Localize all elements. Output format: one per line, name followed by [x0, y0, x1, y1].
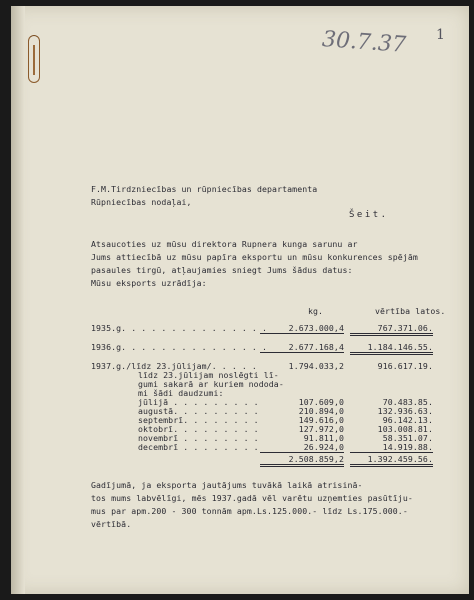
- total-value: 1.392.459.56.: [350, 454, 433, 467]
- table-note-line: gumi sakarā ar kuriem nododa-: [138, 379, 284, 389]
- address-line-1: F.M.Tirdzniecības un rūpniecības departamenta: [91, 184, 318, 194]
- table-note-line: mi šādi daudzumi:: [138, 388, 224, 398]
- intro-line-1: Atsaucoties uz mūsu direktora Rupnera kunga sarunu ar: [91, 239, 358, 249]
- month-label: septembrī. . . . . . . .: [138, 415, 259, 425]
- table-row-value: 916.617.19.: [377, 361, 433, 371]
- month-label: augustā. . . . . . . . .: [138, 406, 259, 416]
- month-label: decembrī . . . . . . . .: [138, 442, 259, 452]
- month-value: 70.483.85.: [382, 397, 433, 407]
- month-label: oktobrī. . . . . . . . .: [138, 424, 259, 434]
- month-value: 103.008.81.: [377, 424, 433, 434]
- table-row-kg: 2.673.000,4: [260, 323, 344, 334]
- page-edge-shadow: [11, 6, 25, 594]
- table-note-line: līdz 23.jūlijam noslēgti lī-: [138, 370, 279, 380]
- month-label: novembrī . . . . . . . .: [138, 433, 259, 443]
- paper-clip-wire: [33, 45, 35, 75]
- table-row-label: 1937.g./līdz 23.jūlijam/. . . . .: [91, 361, 257, 371]
- address-line-2: Rūpniecības nodaļai,: [91, 197, 192, 207]
- handwritten-date: 30.7.37: [321, 27, 407, 58]
- page-number: 1: [436, 27, 445, 43]
- month-value: 58.351.07.: [382, 433, 433, 443]
- table-row-value: 767.371.06.: [350, 323, 433, 336]
- table-row-kg: 2.677.168,4: [260, 342, 344, 353]
- month-value: 96.142.13.: [382, 415, 433, 425]
- table-row-label: 1935.g. . . . . . . . . . . . . . .: [91, 323, 268, 333]
- intro-line-2: Jums attiecībā uz mūsu papīra eksportu un mūsu konkurences spējām: [91, 252, 418, 262]
- total-kg: 2.508.859,2: [260, 454, 344, 467]
- intro-line-4: Mūsu eksports uzrādīja:: [91, 278, 207, 288]
- closing-line-1: Gadījumā, ja eksporta jautājums tuvākā laikā atrisinā-: [91, 480, 363, 490]
- month-value: 132.936.63.: [377, 406, 433, 416]
- month-kg: 91.811,0: [303, 433, 344, 443]
- month-value: 14.919.88.: [350, 442, 433, 453]
- location-text: Šeit.: [349, 210, 389, 220]
- intro-line-3: pasaules tirgū, atļaujamies sniegt Jums šādus datus:: [91, 265, 353, 275]
- table-row-label: 1936.g. . . . . . . . . . . . . . .: [91, 342, 268, 352]
- table-row-value: 1.184.146.55.: [350, 342, 433, 355]
- month-kg: 107.609,0: [298, 397, 344, 407]
- column-header-kg: kg.: [308, 306, 324, 316]
- month-kg: 149.616,0: [298, 415, 344, 425]
- closing-line-4: vērtībā.: [91, 519, 132, 529]
- closing-line-3: mus par apm.200 - 300 tonnām apm.Ls.125.000.- līdz Ls.175.000.-: [91, 506, 408, 516]
- month-kg: 210.894,0: [298, 406, 344, 416]
- closing-line-2: tos mums labvēlīgi, mēs 1937.gadā vēl varētu uzņemties pasūtīju-: [91, 493, 413, 503]
- month-kg: 127.972,0: [298, 424, 344, 434]
- month-label: jūlijā . . . . . . . . .: [138, 397, 259, 407]
- month-kg: 26.924,0: [260, 442, 344, 453]
- column-header-value: vērtība latos.: [375, 306, 446, 316]
- table-row-kg: 1.794.033,2: [288, 361, 344, 371]
